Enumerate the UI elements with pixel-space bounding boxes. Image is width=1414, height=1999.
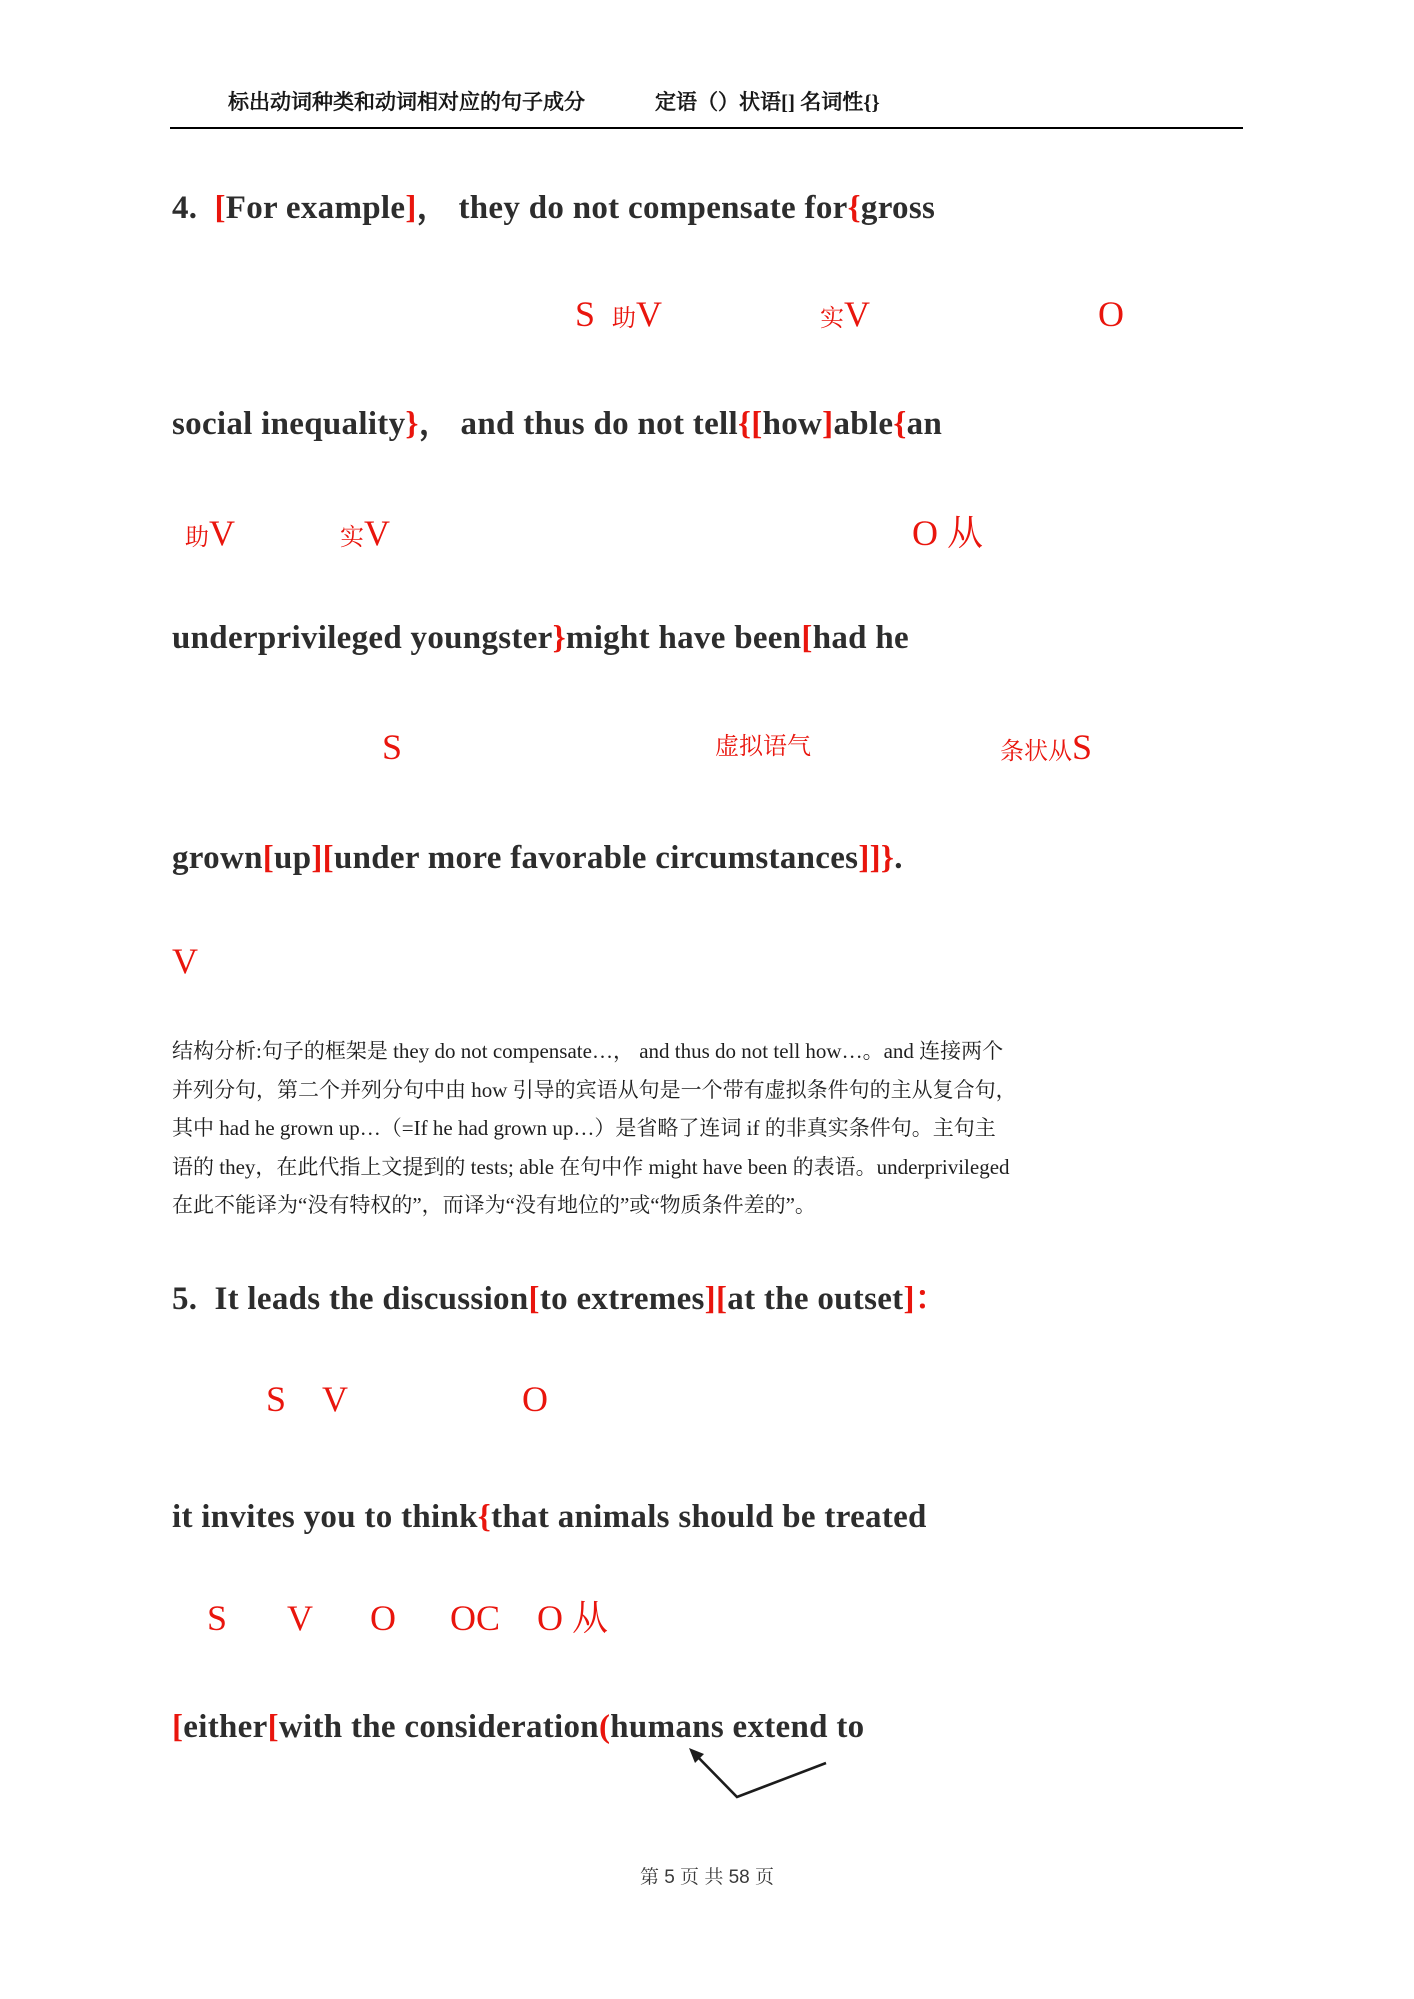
analysis-line: 并列分句，第二个并列分句中由 how 引导的宾语从句是一个带有虚拟条件句的主从复合句， [172,1077,1017,1102]
marker-verb: V [844,294,870,334]
red-brace: } [552,620,566,656]
analysis-line: 语的 they，在此代指上文提到的 tests; able 在句中作 might have been 的表语。underprivileged [172,1154,1010,1179]
text-segment: underprivileged youngster [172,620,553,656]
marker-subject: S [266,1379,287,1419]
marker-conditional-clause [1000,727,1092,772]
text-segment: 5. It leads the discussion [172,1281,529,1317]
marker-object: O [1098,294,1124,334]
red-brackets: ][ [704,1281,728,1317]
analysis-line: 在此不能译为“没有特权的”，而译为“没有地位的”或“物质条件差的”。 [172,1193,816,1217]
text-segment: ， and thus do not tell [418,406,738,442]
header-underline [170,127,1243,129]
marker-object: O [370,1598,396,1638]
header-title-left: 标出动词种类和动词相对应的句子成分 [228,90,585,114]
marker-verb: V [636,294,662,334]
marker-main-label: 实 [820,306,844,332]
text-segment: at the outset [727,1281,904,1317]
text-segment: had he [812,620,909,656]
marker-aux-label: 助 [185,525,209,551]
marker-object-complement: OC [450,1598,501,1638]
sentence-4-line-4 [172,836,903,881]
header-legend-right: 定语（）状语[] 名词性{} [655,90,880,114]
red-bracket: ] [822,406,834,442]
text-segment: humans extend to [610,1709,865,1745]
sentence-4-line-3 [172,616,909,661]
grammar-markers-row-c [0,727,1414,775]
red-brace: { [477,1499,492,1535]
red-bracket: [ [172,1709,184,1745]
text-segment: either [183,1709,268,1745]
marker-object: O [522,1379,548,1419]
grammar-markers-row-a [0,294,1414,342]
marker-subject: S [382,727,403,767]
text-segment: might have been [565,620,802,656]
marker-subject: S [207,1598,228,1638]
marker-main-verb [340,513,390,558]
text-segment: with the consideration [278,1709,599,1745]
text-segment: how [762,406,823,442]
red-bracket: [ [214,190,226,226]
text-segment: social inequality [172,406,406,442]
red-brackets: ][ [311,840,334,876]
marker-main-label: 实 [340,525,364,551]
text-segment: to extremes [539,1281,705,1317]
sentence-5-line-2 [172,1495,927,1540]
marker-subject: S [575,294,596,334]
structure-analysis-paragraph [172,1032,1282,1225]
grammar-markers-row-d [0,941,1414,989]
marker-verb: V [322,1379,348,1419]
marker-verb: V [287,1598,313,1638]
marker-verb: V [209,513,235,553]
sentence-4-line-1 [172,186,935,231]
text-segment: able [833,406,894,442]
marker-verb: V [364,513,390,553]
analysis-line: 其中 had he grown up…（=If he had grown up…）是省略了连词 if 的非真实条件句。主句主 [172,1116,996,1140]
marker-main-verb [820,294,870,339]
red-brace: { [847,190,861,226]
text-segment: ， they do not compensate for [416,190,848,226]
marker-cond-label: 条状从 [1000,739,1072,765]
sentence-5-line-1 [172,1277,948,1322]
text-segment: up [274,840,312,876]
red-bracket: [ [528,1281,540,1317]
red-bracket: [ [267,1709,279,1745]
analysis-line: 结构分析:句子的框架是 they do not compensate…， and thus do not tell how…。and 连接两个 [172,1039,1004,1063]
marker-object-clause [537,1598,608,1638]
marker-object-clause [912,513,983,553]
red-bracket: [ [262,840,275,876]
red-brace: { [893,406,907,442]
red-bracket: ] [405,190,417,226]
sentence-4-line-2 [172,402,942,447]
marker-subject: S [1072,727,1093,767]
text-segment: it invites you to think [172,1499,478,1535]
red-bracket: [ [801,620,813,656]
text-segment: 4. [172,190,215,226]
marker-aux-verb [612,294,662,339]
marker-object-clause-label: O 从 [537,1598,608,1638]
marker-subjunctive-label: 虚拟语气 [715,734,811,760]
grammar-markers-row-b [0,513,1414,561]
red-brackets: {[ [737,406,763,442]
text-segment: under more favorable circumstances [333,840,859,876]
marker-verb: V [172,941,198,981]
grammar-markers-row-e [0,1379,1414,1427]
red-brackets: ]]} [858,840,895,876]
marker-aux-label: 助 [612,306,636,332]
text-segment: grown [172,840,263,876]
grammar-markers-row-f [0,1598,1414,1646]
red-colon: ： [914,1281,949,1317]
text-segment: . [894,840,903,876]
marker-object-clause-label: O 从 [912,513,983,553]
text-segment: gross [860,190,936,226]
annotation-arrow [676,1736,836,1808]
red-bracket: ] [903,1281,915,1317]
red-paren: ( [598,1709,611,1745]
red-brace: } [405,406,419,442]
marker-aux-verb [185,513,235,558]
text-segment: that animals should be treated [491,1499,927,1535]
page-number: 第 5 页 共 58 页 [639,1867,775,1888]
text-segment: an [906,406,943,442]
text-segment: For example [225,190,406,226]
